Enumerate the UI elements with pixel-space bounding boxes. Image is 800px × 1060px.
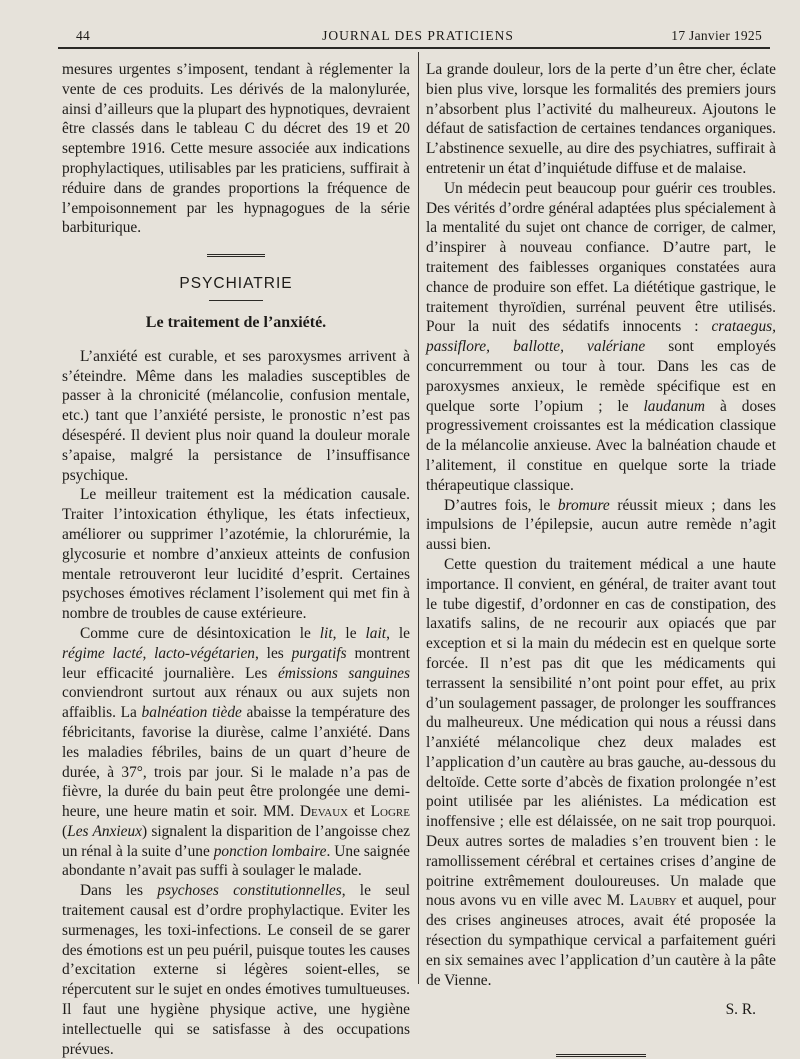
section-separator xyxy=(207,254,265,260)
article-paragraph: Dans les psychoses constitutionnelles, le seul traitement causal est d’ordre prophylactique. Eviter les surmenages, les toxi-infections. Le conseil de se garer des émotions est un peu puéril, puisque toutes les causes d’excitation externe si légères soient-elles, se répercutent sur le sujet en ondes émotives tumultueuses. Il faut une hygiène physique active, une hygiène intellectuelle qui se satisfasse à des occupations prévues. xyxy=(62,882,410,1058)
issue-date: 17 Janvier 1925 xyxy=(671,28,762,43)
article-paragraph: Le meilleur traitement est la médication causale. Traiter l’intoxication éthylique, les états infectieux, améliorer ou supprimer l’azotémie, la chlorurémie, la glycosurie et nombre d’anxieux atteints de confusion mentale retrouveront leur lucidité d’esprit. Certaines psychoses émotives réclament l’isolement qui met fin à nombre de troubles de cause extérieure. xyxy=(62,486,410,623)
journal-title: JOURNAL DES PRATICIENS xyxy=(322,28,514,43)
header-rule xyxy=(58,47,770,49)
article-title: Le traitement de l’anxiété. xyxy=(145,313,327,331)
column-rule xyxy=(418,52,419,984)
article-paragraph: Un médecin peut beaucoup pour guérir ces troubles. Des vérités d’ordre général adaptées plus spécialement à la mentalité du sujet ont chance de corriger, de calmer, d’inspirer à nouveau confiance. D’autre part, le traitement des faiblesses organiques constatées aura chance de produire son effet. La diététique gastrique, le traitement thyroïdien, surrénal peuvent être utilisés. Pour la nuit des sédatifs innocents : crataegus, passiflore, ballotte, valériane sont employés concurremment ou tour à tour. Dans les cas de paroxysmes anxieux, le remède spécifique est en quelque sorte l’opium ; le laudanum à doses progressivement croissantes est la médication classique de la mélancolie anxieuse. Avec la balnéation chaude et l’alitement, il constitue en quelque sorte la triade thérapeutique classique. xyxy=(426,179,776,494)
left-column xyxy=(62,60,410,1059)
article-paragraph: D’autres fois, le bromure réussit mieux ; dans les impulsions de l’épilepsie, aucun autre remède n’agit aussi bien. xyxy=(426,496,776,554)
running-header xyxy=(70,24,766,48)
section-heading: PSYCHIATRIE xyxy=(179,275,293,293)
author-signature: S. R. xyxy=(725,1001,756,1019)
right-column xyxy=(426,60,776,1060)
article-paragraph: Comme cure de désintoxication le lit, le lait, le régime lacté, lacto-végétarien, les purgatifs montrent leur efficacité journalière. Les émissions sanguines conviendront surtout aux rénaux ou aux sujets non affaiblis. La balnéation tiède abaisse la température des fébricitants, favorise la diurèse, calme l’anxiété. Dans les maladies fébriles, bains de un quart d’heure de durée, à 37°, trois par jour. Si le malade n’a pas de fièvre, la durée du bain peut être prolongée une demi-heure, une heure matin et soir. MM. Devaux et Logre (Les Anxieux) signalent la disparition de l’angoisse chez un rénal à la suite d’une ponction lombaire. Une saignée abondante n’avait pas suffi à soulager le malade. xyxy=(62,624,411,880)
article-end-separator xyxy=(556,1054,646,1060)
section-underline xyxy=(209,300,263,301)
article-paragraph: L’anxiété est curable, et ses paroxysmes arrivent à s’éteindre. Même dans les maladies susceptibles de passer à la chronicité (mélancolie, confusion mentale, etc.) tant que l’anxiété persiste, le pronostic n’est pas désespéré. Il devient plus noir quand la douleur morale s’apaise, malgré la persistance de l’insuffisance psychique. xyxy=(62,347,410,484)
page-number: 44 xyxy=(76,28,91,43)
article-paragraph: La grande douleur, lors de la perte d’un être cher, éclate bien plus vive, lorsque les formalités des premiers jours n’absorbent plus l’activité du malheureux. Ajoutons le défaut de satisfaction de certaines tendances organiques. L’abstinence sexuelle, au dire des psychiatres, suffirait à entretenir un état d’inquiétude diffuse et de malaise. xyxy=(426,61,776,177)
intro-paragraph: mesures urgentes s’imposent, tendant à réglementer la vente de ces produits. Les dérivés de la malonylurée, ainsi d’ailleurs que la plupart des hypnotiques, devraient être classés dans le tableau C du décret des 19 et 20 septembre 1916. Cette mesure associée aux indications prophylactiques, utilisables par les praticiens, suffirait à réduire dans de grandes proportions la fréquence de l’empoisonnement par les hypnagogues de la série barbiturique. xyxy=(62,61,410,237)
article-paragraph: Cette question du traitement médical a une haute importance. Il convient, en général, de traiter avant tout le tube digestif, d’ordonner en cas de constipation, des laxatifs salins, de ne recourir aux opiacés que par exception et si la main du médecin est en quelque sorte forcée. Il n’est pas dit que les médicaments qui terrassent la sensibilité n’ont point pour effet, au prix d’un soulagement passager, de prolonger les souffrances du malheureux. Une médication qui nous a réussi dans l’anxiété mélancolique chez deux malades est l’application d’un cautère au bras gauche, au-dessous du deltoïde. Cette sorte d’abcès de fixation prolongée n’est point utilisée par les aliénistes. La médication est inoffensive ; elle est délaissée, on ne sait trop pourquoi. Deux autres sortes de maladies s’en trouvent bien : le ramollissement cérébral et certaines crises d’angine de poitrine extrêmement douloureuses. Un malade que nous avons vu en ville avec M. Laubry et auquel, pour des crises angineuses atroces, avait été proposée la résection du sympathique cervical a parfaitement guéri en six semaines avec l’application d’un cautère à la pâte de Vienne. xyxy=(426,555,776,989)
